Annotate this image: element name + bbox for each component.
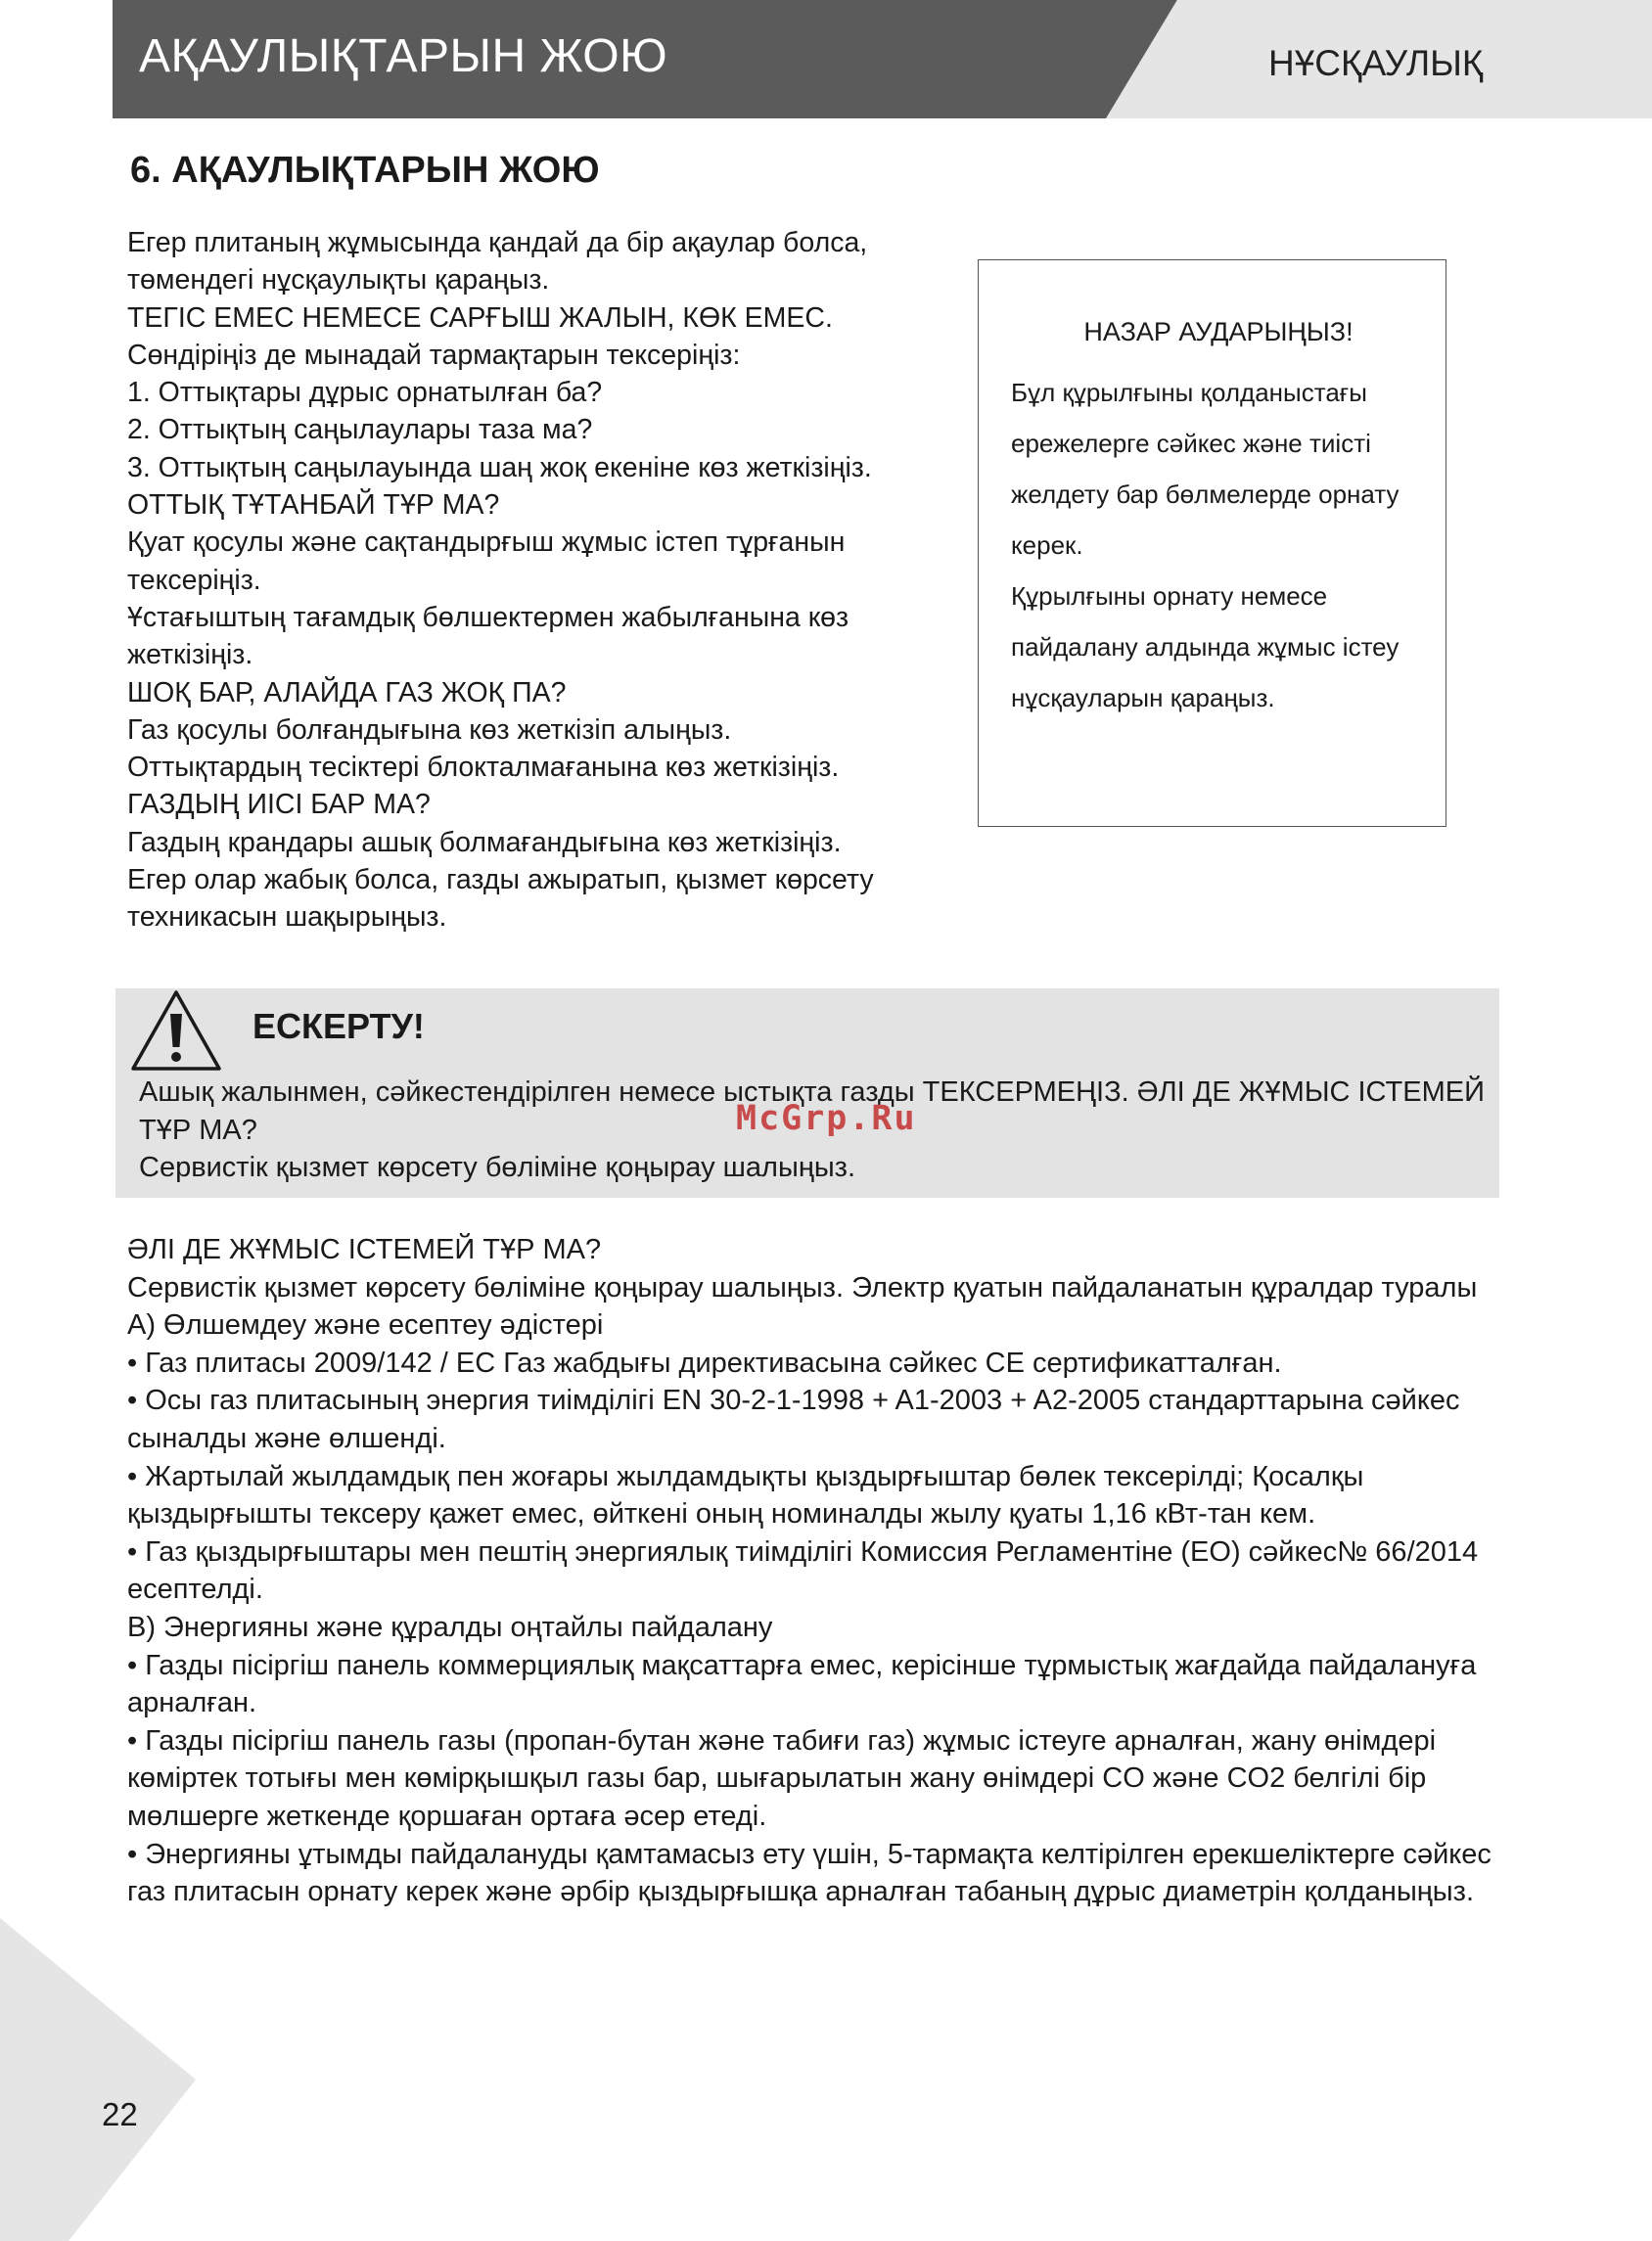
paragraph: Егер олар жабық болса, газды ажыратып, қызмет көрсету техникасын шақырыңыз. <box>127 864 874 934</box>
paragraph: A) Өлшемдеу және есептеу әдістері <box>127 1309 604 1342</box>
paragraph: B) Энергияны және құралды оңтайлы пайдалану <box>127 1611 773 1643</box>
energy-info-text <box>127 1231 1497 1911</box>
paragraph: 2. Оттықтың саңылаулары таза ма? <box>127 414 593 446</box>
watermark: McGrp.Ru <box>736 1099 917 1138</box>
header-manual-label: НҰСҚАУЛЫҚ <box>1268 43 1484 83</box>
notice-line: пайдалану алдында жұмыс істеу <box>1011 632 1400 662</box>
paragraph: • Энергияны ұтымды пайдалануды қамтамасыз ету үшін, 5-тармақта келтірілген ерекшеліктерге сәйкес газ плитасын орнату керек және әрбір қыздырғышқа арналған табаның дұрыс диаметрін қолданыңыз. <box>127 1838 1491 1908</box>
notice-line: Бұл құрылғыны қолданыстағы <box>1011 378 1367 407</box>
paragraph: Сөндіріңіз де мынадай тармақтарын тексеріңіз: <box>127 339 741 371</box>
notice-line: желдету бар бөлмелерде орнату <box>1011 480 1400 509</box>
paragraph: Газдың крандары ашық болмағандығына көз жеткізіңіз. <box>127 826 842 858</box>
notice-line: керек. <box>1011 530 1083 560</box>
warning-title: ЕСКЕРТУ! <box>252 1006 425 1046</box>
paragraph: Газ қосулы болғандығына көз жеткізіп алыңыз. <box>127 713 732 746</box>
corner-decoration <box>0 1918 196 2241</box>
warning-line: Ашық жалынмен, сәйкестендірілген немесе ыстықта газды ТЕКСЕРМЕҢІЗ. ӘЛІ ДЕ ЖҰМЫС ІСТЕМЕЙ ТҰР МА? <box>139 1076 1485 1146</box>
paragraph: Қуат қосулы және сақтандырғыш жұмыс істеп тұрғанын тексеріңіз. <box>127 526 846 596</box>
paragraph: • Газ плитасы 2009/142 / EC Газ жабдығы директивасына сәйкес CE сертификатталған. <box>127 1347 1282 1379</box>
paragraph: 1. Оттықтары дұрыс орнатылған ба? <box>127 377 603 409</box>
page-number: 22 <box>102 2096 138 2132</box>
notice-line: ережелерге сәйкес және тиісті <box>1011 429 1371 458</box>
paragraph: Ұстағыштың тағамдық бөлшектермен жабылғанына көз жеткізіңіз. <box>127 601 849 671</box>
warning-block <box>115 988 1499 1198</box>
paragraph: Егер плитаның жұмысында қандай да бір ақаулар болса, төмендегі нұсқаулықты қараңыз. <box>127 227 868 297</box>
paragraph: • Жартылай жылдамдық пен жоғары жылдамдықты қыздырғыштар бөлек тексерілді; Қосалқы қыздырғышты тексеру қажет емес, өйткені оның номиналды жылу қуаты 1,16 кВт-тан кем. <box>127 1460 1364 1531</box>
paragraph: ӘЛІ ДЕ ЖҰМЫС ІСТЕМЕЙ ТҰР МА? <box>127 1234 602 1265</box>
paragraph: Оттықтардың тесіктері блокталмағанына көз жеткізіңіз. <box>127 752 840 784</box>
paragraph: • Газды пісіргіш панель газы (пропан-бутан және табиғи газ) жұмыс істеуге арналған, жану өнімдері көміртек тотығы мен көмірқышқыл газы бар, шығарылатын жану өнімдері CO және CO2 белгілі бір мөлшерге жеткенде қоршаған ортаға әсер етеді. <box>127 1724 1437 1832</box>
notice-line: нұсқауларын қараңыз. <box>1011 683 1275 712</box>
paragraph: ГАЗДЫҢ ИІСІ БАР МА? <box>127 789 431 821</box>
troubleshooting-text <box>127 224 969 937</box>
notice-box <box>978 259 1446 827</box>
paragraph: 3. Оттықтың саңылауында шаң жоқ екеніне көз жеткізіңіз. ОТТЫҚ ТҰТАНБАЙ ТҰР МА? <box>127 451 872 522</box>
notice-title: НАЗАР АУДАРЫҢЫЗ! <box>1083 317 1354 346</box>
paragraph: • Газ қыздырғыштары мен пештің энергиялық тиімділігі Комиссия Регламентіне (ЕО) сәйкес№ 66/2014 есептелді. <box>127 1535 1479 1606</box>
paragraph: ТЕГІС ЕМЕС НЕМЕСЕ САРҒЫШ ЖАЛЫН, КӨК ЕМЕС. <box>127 301 833 334</box>
paragraph: • Осы газ плитасының энергия тиімділігі EN 30-2-1-1998 + A1-2003 + A2-2005 стандарттарына сәйкес сыналды және өлшенді. <box>127 1385 1460 1454</box>
paragraph: Сервистік қызмет көрсету бөліміне қоңырау шалыңыз. Электр қуатын пайдаланатын құралдар туралы <box>127 1271 1478 1303</box>
warning-icon <box>129 988 223 1073</box>
notice-line: Құрылғыны орнату немесе <box>1011 581 1328 611</box>
section-title: 6. АҚАУЛЫҚТАРЫН ЖОЮ <box>130 150 600 191</box>
paragraph: ШОҚ БАР, АЛАЙДА ГАЗ ЖОҚ ПА? <box>127 676 567 709</box>
header-title: АҚАУЛЫҚТАРЫН ЖОЮ <box>139 30 668 82</box>
warning-line: Сервистік қызмет көрсету бөліміне қоңырау шалыңыз. <box>139 1152 856 1183</box>
paragraph: • Газды пісіргіш панель коммерциялық мақсаттарға емес, керісінше тұрмыстық жағдайда пайдалануға арналған. <box>127 1649 1477 1719</box>
